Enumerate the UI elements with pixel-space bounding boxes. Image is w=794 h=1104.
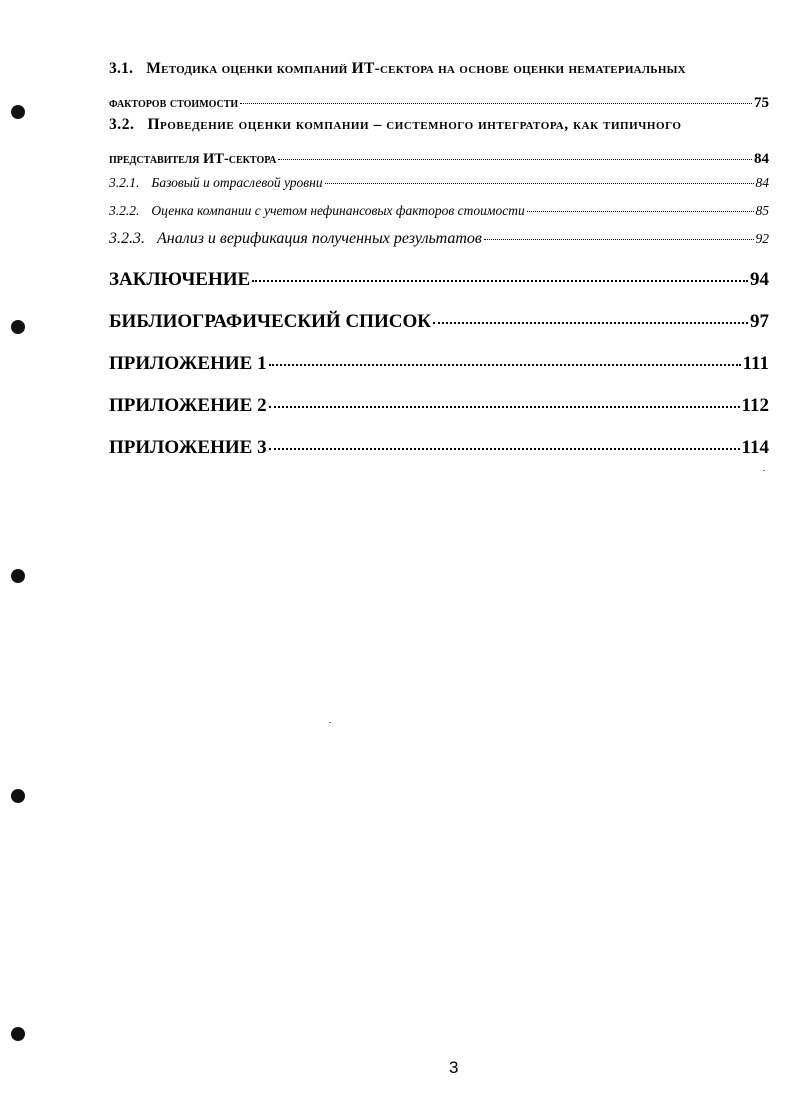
page-ref: 112 <box>741 395 769 416</box>
binder-hole <box>11 789 25 803</box>
section-number: 3.1. <box>109 60 134 77</box>
page-number: 3 <box>449 1058 459 1077</box>
dot-leader <box>269 448 740 450</box>
dot-leader <box>433 322 748 324</box>
binder-hole <box>11 105 25 119</box>
binder-hole <box>11 569 25 583</box>
subsection-number: 3.2.3. <box>109 230 145 247</box>
section-title-line2: представителя ИТ-сектора <box>109 151 277 167</box>
binder-hole <box>11 320 25 334</box>
dot-leader <box>269 406 740 408</box>
dot-leader <box>325 183 754 184</box>
page-ref: 97 <box>750 311 769 332</box>
chapter-title: ПРИЛОЖЕНИЕ 2 <box>109 395 267 416</box>
dot-leader <box>278 159 752 160</box>
chapter-title: ПРИЛОЖЕНИЕ 1 <box>109 353 267 374</box>
page-ref: 111 <box>742 353 769 374</box>
section-number: 3.2. <box>109 116 135 133</box>
scan-speck <box>763 470 765 471</box>
toc-subsection-3-2-2[interactable] <box>109 203 769 219</box>
scan-speck <box>329 722 331 723</box>
dot-leader <box>484 239 754 240</box>
toc-chapter-bibliography[interactable] <box>109 311 769 333</box>
section-title-line1: Проведение оценки компании – системного интегратора, как типичного <box>147 116 682 133</box>
subsection-title: Оценка компании с учетом нефинансовых факторов стоимости <box>151 203 525 218</box>
toc-subsection-3-2-3[interactable] <box>109 230 769 248</box>
page-ref: 84 <box>755 175 769 190</box>
subsection-title: Базовый и отраслевой уровни <box>151 175 323 190</box>
dot-leader <box>527 211 754 212</box>
toc-subsection-3-2-1[interactable] <box>109 175 769 191</box>
subsection-number: 3.2.2. <box>109 203 140 218</box>
subsection-number: 3.2.1. <box>109 175 140 190</box>
toc-chapter-conclusion[interactable] <box>109 269 769 291</box>
toc-chapter-appendix-3[interactable] <box>109 437 769 459</box>
chapter-title: ПРИЛОЖЕНИЕ 3 <box>109 437 267 458</box>
section-title-line1: Методика оценки компаний ИТ-сектора на основе оценки нематериальных <box>146 60 686 77</box>
toc-chapter-appendix-2[interactable] <box>109 395 769 417</box>
page-ref: 84 <box>754 151 769 167</box>
page-ref: 114 <box>741 437 769 458</box>
binder-hole <box>11 1027 25 1041</box>
chapter-title: ЗАКЛЮЧЕНИЕ <box>109 269 251 290</box>
page-ref: 75 <box>754 95 769 111</box>
toc-chapter-appendix-1[interactable] <box>109 353 769 375</box>
page-ref: 94 <box>750 269 769 290</box>
toc-section-3-2[interactable] <box>109 116 769 168</box>
dot-leader <box>252 280 748 282</box>
toc-section-3-1[interactable] <box>109 60 769 112</box>
subsection-title: Анализ и верификация полученных результатов <box>157 230 482 247</box>
chapter-title: БИБЛИОГРАФИЧЕСКИЙ СПИСОК <box>109 311 432 332</box>
section-title-line2: факторов стоимости <box>109 95 239 111</box>
dot-leader <box>269 364 741 366</box>
page-ref: 92 <box>755 231 769 246</box>
dot-leader <box>240 103 752 104</box>
page-ref: 85 <box>755 203 769 218</box>
